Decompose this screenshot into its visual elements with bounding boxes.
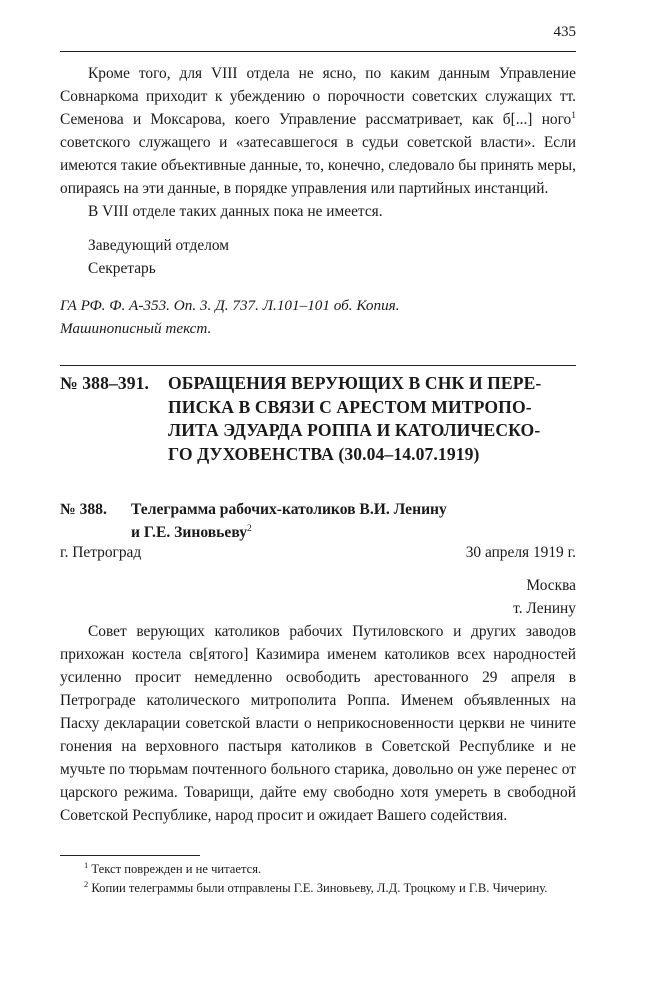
document-place: г. Петроград (60, 544, 142, 561)
signature-block (88, 234, 229, 280)
footnote-1: $^1$ Текст поврежден и не читается. (84, 859, 262, 876)
footnote-2: $^2$ Копии телеграммы были отправлены Г.Е. Зиновьеву, Л.Д. Троцкому и Г.В. Чичерину. (84, 878, 548, 895)
document-number: № 388. (60, 501, 107, 518)
intro-text (60, 62, 576, 223)
signature-secretary: Секретарь (88, 260, 156, 277)
telegram-paragraph: Совет верующих католиков рабочих Путиловского и других заводов прихожан костела св[ятого] Казимира именем католиков всех народностей усиленно просит немедленно освободить арестованного 29 апреля в Петрограде католического митрополита Роппа. Именем объявленных на Пасху декларации советской власти о неприкосновенности церкви не чините гонения на верховного пастыря католиков в Советской Республике и не мучьте по тюрьмам почтенного больного старика, довольно он уже перенес от царского режима. Товарищи, дайте ему свободно хотя умереть в свободной Советской Республике, народ просит и ожидает Вашего содействия. (60, 623, 576, 824)
document-title: Телеграмма рабочих-католиков В.И. Ленину и Г.Е. Зиновьеву$^2$ (131, 501, 447, 541)
telegram-text (60, 620, 576, 827)
header-rule (60, 51, 576, 52)
document-date: 30 апреля 1919 г. (465, 544, 576, 561)
footnote-rule (60, 855, 200, 856)
intro-paragraph-1: Кроме того, для VIII отдела не ясно, по каким данным Управление Совнаркома приходит к убеждению о порочности советских служащих тт. Семенова и Моксарова, коего Управление рассматривает, как б[...] ного$^1$ советского служащего и «затесавшегося в судьи советской власти». Если имеются такие объективные данные, то, конечно, следовало бы принять меры, опираясь на эти данные, в порядке управления или партийных инстанций. (60, 65, 576, 197)
footnote-ref-2: 2 (247, 523, 252, 534)
section-title: ОБРАЩЕНИЯ ВЕРУЮЩИХ В СНК И ПЕРЕ- ПИСКА В СВЯЗИ С АРЕСТОМ МИТРОПО- ЛИТА ЭДУАРДА РОППА И КАТОЛИЧЕСКО- ГО ДУХОВЕНСТВА (30.04–14.07.1919) (168, 373, 542, 464)
page-number: 435 (553, 24, 576, 40)
intro-paragraph-2: В VIII отделе таких данных пока не имеется. (88, 203, 383, 220)
addressee: Москва т. Ленину (513, 577, 576, 617)
archive-reference: ГА РФ. Ф. А-353. Оп. 3. Д. 737. Л.101–101 об. Копия. Машинописный текст. (60, 297, 400, 337)
signature-head-of-department: Заведующий отделом (88, 237, 230, 254)
section-rule (60, 365, 576, 366)
footnote-ref-1: 1 (571, 110, 576, 121)
footnotes (60, 860, 576, 898)
section-number: № 388–391. (60, 373, 150, 393)
